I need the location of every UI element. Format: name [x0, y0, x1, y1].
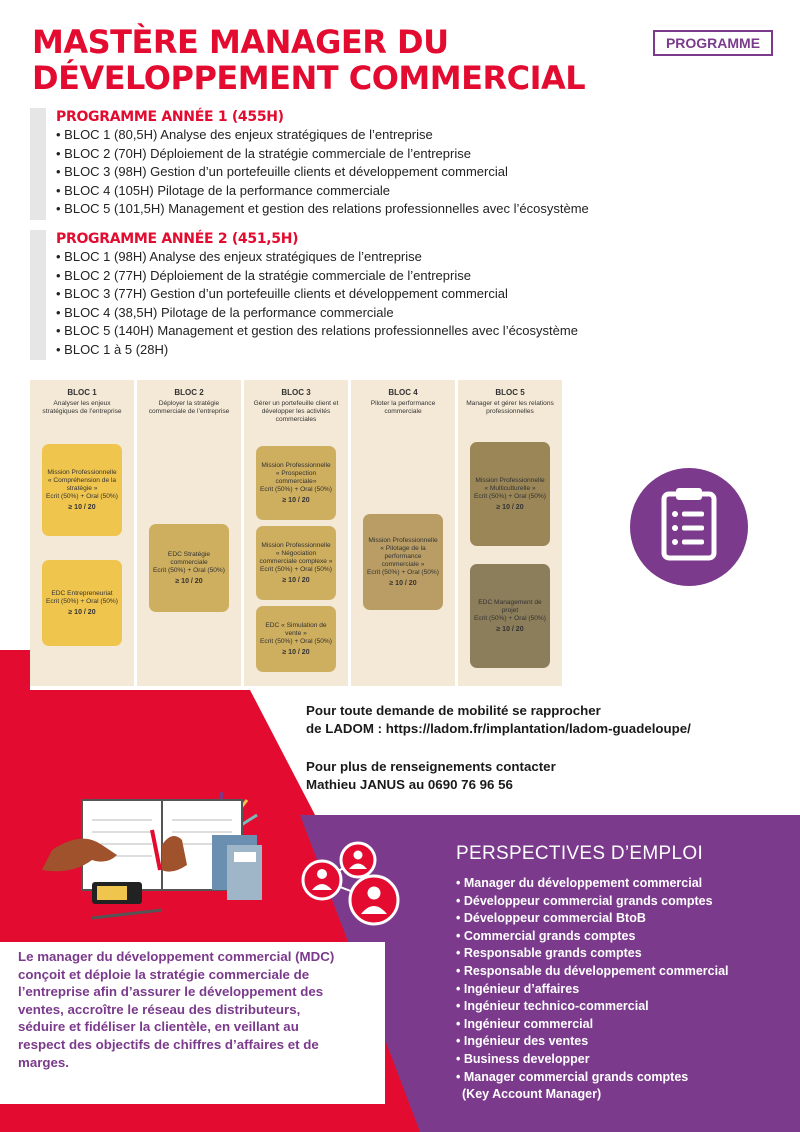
card-eval: Ecrit (50%) + Oral (50%) — [152, 566, 225, 574]
card-name: Mission Professionnelle « Pilotage de la performance commerciale » — [368, 536, 438, 568]
bloc-description: Gérer un portefeuille client et développer les activités commerciales — [253, 400, 339, 423]
card-name: EDC Entrepreneuriat — [51, 589, 113, 597]
list-item: • BLOC 4 (105H) Pilotage de la performance commerciale — [56, 182, 770, 201]
year-1-title: PROGRAMME ANNÉE 1 (455H) — [56, 109, 284, 125]
card-eval: Ecrit (50%) + Oral (50%) — [45, 492, 118, 500]
people-network-icon — [300, 838, 420, 938]
card-eval: Ecrit (50%) + Oral (50%) — [45, 597, 118, 605]
card-grade: ≥ 10 / 20 — [496, 503, 524, 511]
card-name: Mission Professionnelle « Multiculturelle » — [475, 476, 545, 492]
title-line-2: DÉVELOPPEMENT COMMERCIAL — [32, 59, 586, 97]
list-item: • BLOC 5 (140H) Management et gestion des relations professionnelles avec l’écosystème — [56, 322, 770, 341]
info-text: Pour plus de renseignements contacter — [306, 759, 556, 774]
list-item: • Responsable grands comptes — [456, 945, 786, 963]
year-2-list — [56, 248, 770, 360]
list-item: • BLOC 2 (70H) Déploiement de la stratégie commerciale de l’entreprise — [56, 145, 770, 164]
bloc-title: BLOC 1 — [67, 388, 97, 397]
perspectives-section — [456, 843, 786, 1104]
list-item: • Business developper — [456, 1051, 786, 1069]
card-eval: Ecrit (50%) + Oral (50%) — [366, 568, 439, 576]
card-name: EDC « Simulation de vente » — [265, 621, 327, 637]
bloc-description: Analyser les enjeux stratégiques de l’entreprise — [42, 400, 122, 415]
perspectives-list — [456, 875, 786, 1104]
evaluation-card — [256, 526, 336, 600]
card-eval: Ecrit (50%) + Oral (50%) — [473, 492, 546, 500]
list-item: • Manager commercial grands comptes — [456, 1069, 786, 1087]
card-grade: ≥ 10 / 20 — [282, 496, 310, 504]
card-grade: ≥ 10 / 20 — [389, 579, 417, 587]
list-item: • Ingénieur commercial — [456, 1016, 786, 1034]
list-item: • Développeur commercial grands comptes — [456, 893, 786, 911]
bloc-description: Déployer la stratégie commerciale de l’entreprise — [148, 400, 230, 415]
card-name: Mission Professionnelle « Prospection commerciale» — [261, 461, 331, 485]
list-item: • BLOC 1 (98H) Analyse des enjeux stratégiques de l’entreprise — [56, 248, 770, 267]
list-item: • BLOC 1 à 5 (28H) — [56, 341, 770, 360]
card-name: Mission Professionnelle « Négociation commerciale complexe » — [259, 541, 333, 565]
page-title — [32, 24, 632, 96]
list-item: • Manager du développement commercial — [456, 875, 786, 893]
programme-year-1 — [30, 108, 770, 220]
evaluation-card — [363, 514, 443, 610]
card-grade: ≥ 10 / 20 — [175, 577, 203, 585]
bloc-title: BLOC 3 — [281, 388, 311, 397]
list-item: • Ingénieur d’affaires — [456, 981, 786, 999]
card-grade: ≥ 10 / 20 — [282, 576, 310, 584]
card-grade: ≥ 10 / 20 — [68, 608, 96, 616]
evaluation-card — [42, 444, 122, 536]
card-name: Mission Professionnelle « Compréhension de la stratégie » — [47, 468, 117, 492]
evaluation-card — [42, 560, 122, 646]
contact-phone[interactable]: Mathieu JANUS au 0690 76 96 56 — [306, 777, 513, 792]
list-item: • BLOC 1 (80,5H) Analyse des enjeux stratégiques de l’entreprise — [56, 126, 770, 145]
list-item: • BLOC 5 (101,5H) Management et gestion des relations professionnelles avec l’écosystème — [56, 200, 770, 219]
mobility-text: Pour toute demande de mobilité se rapprocher — [306, 703, 601, 718]
card-name: EDC Stratégie commerciale — [167, 550, 211, 566]
blocks-diagram — [30, 380, 562, 686]
card-grade: ≥ 10 / 20 — [282, 648, 310, 656]
job-description: Le manager du développement commercial (MDC) conçoit et déploie la stratégie commerciale de l’entreprise afin d’assurer le développement des ventes, accroître le réseau des distributeurs, séduire et fidéliser la clientèle, en veillant au respect des objectifs de chiffres d’affaires et de marges. — [18, 949, 335, 1070]
evaluation-card — [149, 524, 229, 612]
bloc-description: Manager et gérer les relations professionnelles — [466, 400, 554, 415]
bloc-column-5 — [458, 380, 562, 686]
list-item: • Ingénieur technico-commercial — [456, 998, 786, 1016]
list-item: • BLOC 4 (38,5H) Pilotage de la performance commerciale — [56, 304, 770, 323]
bloc-column-2 — [137, 380, 244, 686]
section-bar — [30, 108, 46, 220]
evaluation-card — [256, 446, 336, 520]
list-item: • Ingénieur des ventes — [456, 1033, 786, 1051]
title-line-1: MASTÈRE MANAGER DU — [32, 23, 449, 61]
contact-info — [306, 702, 786, 814]
list-item: • Développeur commercial BtoB — [456, 910, 786, 928]
bloc-column-4 — [351, 380, 458, 686]
card-eval: Ecrit (50%) + Oral (50%) — [259, 565, 332, 573]
evaluation-card — [256, 606, 336, 672]
bloc-column-1 — [30, 380, 137, 686]
list-item: • BLOC 2 (77H) Déploiement de la stratégie commerciale de l’entreprise — [56, 267, 770, 286]
list-item: • Commercial grands comptes — [456, 928, 786, 946]
programme-year-2 — [30, 230, 770, 360]
bloc-title: BLOC 2 — [174, 388, 204, 397]
card-grade: ≥ 10 / 20 — [496, 625, 524, 633]
card-grade: ≥ 10 / 20 — [68, 503, 96, 511]
card-eval: Ecrit (50%) + Oral (50%) — [473, 614, 546, 622]
evaluation-card — [470, 564, 550, 668]
card-eval: Ecrit (50%) + Oral (50%) — [259, 485, 332, 493]
card-name: EDC Management de projet — [478, 598, 542, 614]
list-item-continuation: (Key Account Manager) — [462, 1087, 602, 1102]
programme-tag: PROGRAMME — [653, 30, 773, 56]
list-item: • BLOC 3 (98H) Gestion d’un portefeuille clients et développement commercial — [56, 163, 770, 182]
bloc-description: Piloter la performance commerciale — [370, 400, 436, 415]
ladom-link[interactable]: de LADOM : https://ladom.fr/implantation/ladom-guadeloupe/ — [306, 721, 691, 736]
bloc-title: BLOC 5 — [495, 388, 525, 397]
section-bar — [30, 230, 46, 360]
card-eval: Ecrit (50%) + Oral (50%) — [259, 637, 332, 645]
evaluation-card — [470, 442, 550, 546]
list-item: • BLOC 3 (77H) Gestion d’un portefeuille clients et développement commercial — [56, 285, 770, 304]
year-2-title: PROGRAMME ANNÉE 2 (451,5H) — [56, 231, 299, 247]
bloc-title: BLOC 4 — [388, 388, 418, 397]
list-item: • Responsable du développement commercial — [456, 963, 786, 981]
year-1-list — [56, 126, 770, 219]
perspectives-title: PERSPECTIVES D’EMPLOI — [456, 843, 704, 864]
notebook-illustration — [22, 790, 272, 940]
clipboard-checklist-icon — [630, 468, 748, 586]
bloc-column-3 — [244, 380, 351, 686]
